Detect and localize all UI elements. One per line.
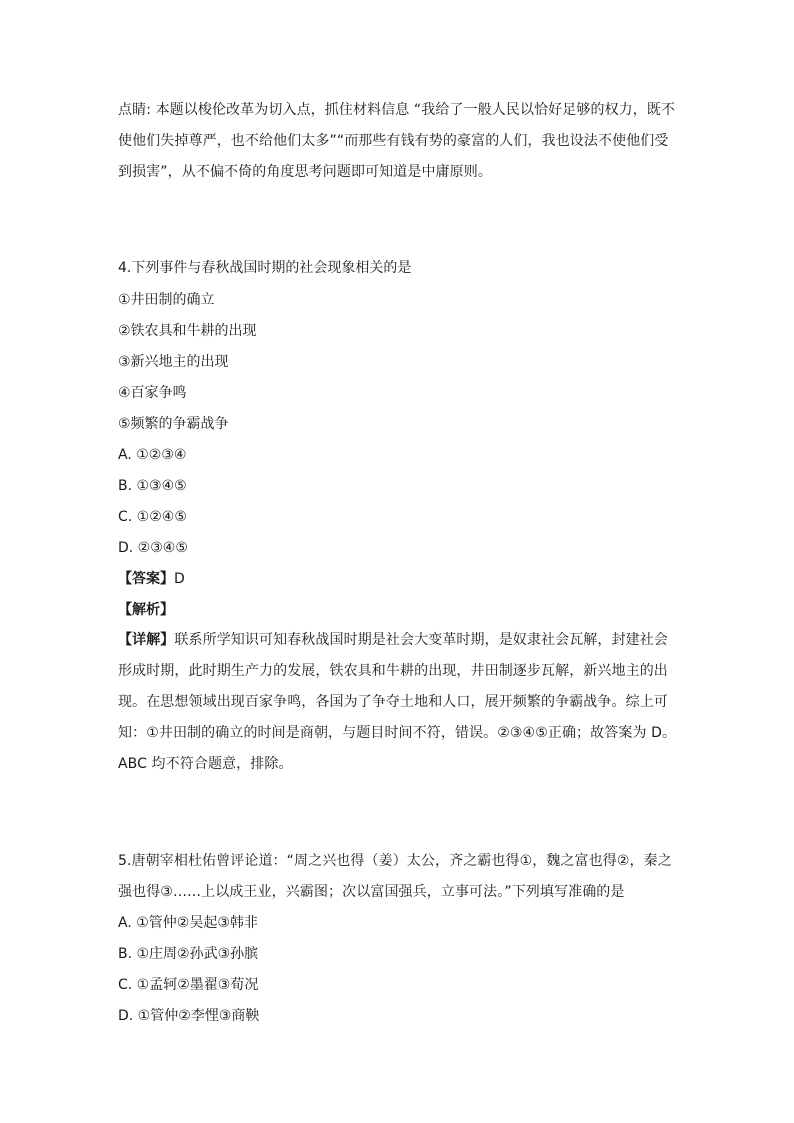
answer-value: D	[174, 571, 185, 587]
q4-option-a: A. ①②③④	[118, 447, 187, 463]
q4-item-5: ⑤频繁的争霸战争	[118, 416, 229, 432]
q4-item-4: ④百家争鸣	[118, 385, 187, 401]
q4-option-b: B. ①③④⑤	[118, 478, 187, 494]
q5-option-d: D. ①管仲②李悝③商鞅	[118, 1008, 260, 1024]
q4-item-1: ①井田制的确立	[118, 292, 215, 308]
q4-item-2: ②铁农具和牛耕的出现	[118, 323, 257, 339]
q4-answer	[118, 569, 185, 589]
q5-option-c: C. ①孟轲②墨翟③荀况	[118, 977, 259, 993]
q4-stem: 4.下列事件与春秋战国时期的社会现象相关的是	[118, 260, 412, 276]
q4-analysis-label	[118, 600, 174, 620]
detail-text: 联系所学知识可知春秋战国时期是社会大变革时期，是奴隶社会瓦解，封建社会形成时期，此时期生产力的发展，铁农具和牛耕的出现，井田制逐步瓦解，新兴地主的出现。在思想领域出现百家争鸣，各国为了争夺土地和人口，展开频繁的争霸战争。综上可知：①井田制的确立的时间是商朝，与题目时间不符，错误。②③④⑤正确；故答案为 D。ABC 均不符合题意，排除。	[118, 632, 677, 772]
q4-option-c: C. ①②④⑤	[118, 509, 187, 525]
detail-label: 【详解】	[118, 632, 175, 648]
q4-item-3: ③新兴地主的出现	[118, 354, 229, 370]
analysis-label: 【解析】	[118, 602, 174, 618]
q5-option-a: A. ①管仲②吴起③韩非	[118, 915, 258, 931]
q4-detail-paragraph	[118, 625, 680, 780]
q5-stem: 5.唐朝宰相杜佑曾评论道：“周之兴也得（姜）太公，齐之霸也得①，魏之富也得②，秦之强也得③……上以成王业，兴霸图；次以富国强兵，立事可法。”下列填写准确的是	[118, 853, 672, 900]
q4-option-d: D. ②③④⑤	[118, 540, 188, 556]
answer-label: 【答案】	[118, 571, 174, 587]
pointer-paragraph: 点睛: 本题以梭伦改革为切入点，抓住材料信息 “我给了一般人民以恰好足够的权力，既不使他们失掉尊严，也不给他们太多”“而那些有钱有势的豪富的人们，我也设法不使他们受到损害”，从不偏不倚的角度思考问题即可知道是中庸原则。	[118, 102, 676, 180]
q5-option-b: B. ①庄周②孙武③孙膑	[118, 946, 259, 962]
